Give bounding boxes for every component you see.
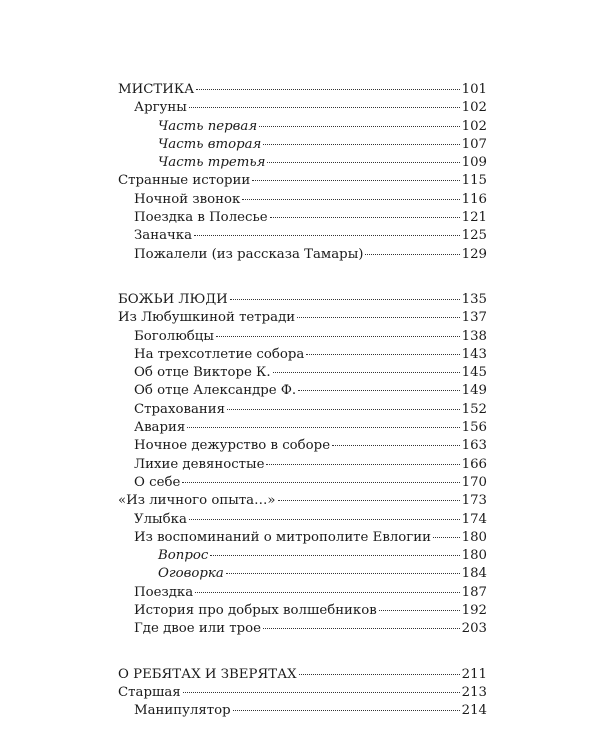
toc-entry-title: Об отце Викторе К. [134, 365, 271, 381]
toc-page-number: 192 [461, 603, 487, 619]
toc-subentry [118, 136, 487, 154]
toc-entry [118, 364, 487, 382]
toc-entry-title: Часть первая [158, 118, 258, 134]
toc-entry-title: Аргуны [134, 100, 187, 116]
toc-entry-title: Поездка [134, 584, 194, 600]
toc-entry-title: Странные истории [118, 173, 251, 189]
toc-entry-title: Об отце Александре Ф. [134, 383, 297, 399]
toc-entry-title: На трехсотлетие собора [134, 346, 305, 362]
toc-page-number: 203 [461, 621, 487, 637]
toc-page-number: 101 [461, 82, 487, 97]
toc-section-entry [118, 172, 487, 190]
toc-section-entry [118, 81, 487, 99]
toc-page-number: 102 [461, 118, 487, 134]
dot-leader [263, 628, 460, 629]
dot-leader [195, 592, 459, 593]
toc-entry-title: Старшая [118, 684, 181, 700]
toc-page-number: 174 [461, 511, 487, 527]
toc-entry [118, 401, 487, 419]
toc-page-number: 213 [461, 684, 487, 700]
dot-leader [194, 235, 460, 236]
toc-page-number: 187 [461, 584, 487, 600]
dot-leader [227, 409, 460, 410]
toc-entry [118, 602, 487, 620]
dot-leader [379, 610, 460, 611]
toc-entry-title: Где двое или трое [134, 621, 262, 637]
toc-entry-title: О РЕБЯТАХ И ЗВЕРЯТАХ [118, 666, 297, 682]
toc-page-number: 184 [461, 566, 487, 582]
toc-entry-title: История про добрых волшебников [134, 603, 377, 619]
dot-leader [297, 317, 459, 318]
dot-leader [365, 254, 459, 255]
toc-page-number: 102 [461, 100, 487, 116]
toc-page-number: 116 [461, 191, 487, 207]
dot-leader [278, 500, 460, 501]
dot-leader [183, 692, 460, 693]
toc-entry [118, 511, 487, 529]
toc-page-number: 125 [461, 228, 487, 244]
toc-entry-title: Часть третья [158, 155, 266, 171]
toc-page-number: 107 [461, 136, 487, 152]
toc-entry [118, 419, 487, 437]
toc-entry-title: БОЖЬИ ЛЮДИ [118, 291, 228, 307]
dot-leader [259, 126, 459, 127]
toc-entry [118, 346, 487, 364]
dot-leader [273, 372, 460, 373]
toc-entry-title: Боголюбцы [134, 328, 214, 344]
dot-leader [210, 555, 459, 556]
toc-entry-title: Оговорка [158, 566, 224, 582]
dot-leader [216, 336, 460, 337]
toc-page-number: 137 [461, 310, 487, 326]
toc-entry-title: Манипулятор [134, 703, 231, 719]
dot-leader [242, 199, 459, 200]
toc-entry-title: О себе [134, 474, 181, 490]
toc-page-number: 156 [461, 420, 487, 436]
toc-page-number: 129 [461, 246, 487, 262]
dot-leader [252, 180, 459, 181]
toc-entry-title: Поездка в Полесье [134, 210, 268, 226]
toc-page-number: 163 [461, 438, 487, 454]
dot-leader [298, 390, 459, 391]
toc-page-number: 109 [461, 155, 487, 171]
table-of-contents [118, 81, 487, 721]
dot-leader [433, 537, 460, 538]
toc-page-number: 211 [461, 666, 487, 682]
toc-entry-title: Вопрос [158, 548, 209, 564]
toc-page-number: 166 [461, 456, 487, 472]
toc-section-entry [118, 309, 487, 327]
toc-entry [118, 227, 487, 245]
toc-page-number: 180 [461, 529, 487, 545]
toc-entry-title: Пожалели (из рассказа Тамары) [134, 246, 364, 262]
section-spacer [118, 639, 487, 666]
toc-entry-title: Часть вторая [158, 136, 262, 152]
toc-entry-title: Из воспоминаний о митрополите Евлогии [134, 529, 431, 545]
section-spacer [118, 264, 487, 291]
toc-entry-title: Из Любушкиной тетради [118, 310, 296, 326]
toc-page-number: 214 [461, 703, 487, 719]
toc-entry-title: Ночное дежурство в соборе [134, 438, 331, 454]
toc-page-number: 145 [461, 365, 487, 381]
toc-page-number: 115 [461, 173, 487, 189]
toc-section-entry [118, 492, 487, 510]
toc-entry-title: Авария [134, 420, 186, 436]
dot-leader [226, 573, 460, 574]
dot-leader [306, 354, 459, 355]
toc-entry [118, 474, 487, 492]
toc-entry-title: Заначка [134, 228, 193, 244]
toc-page-number: 121 [461, 210, 487, 226]
toc-page-number: 170 [461, 474, 487, 490]
toc-page-number: 152 [461, 401, 487, 417]
toc-page-number: 143 [461, 346, 487, 362]
toc-entry [118, 328, 487, 346]
toc-entry [118, 456, 487, 474]
dot-leader [189, 519, 460, 520]
toc-section-entry [118, 666, 487, 684]
toc-page-number: 149 [461, 383, 487, 399]
toc-entry [118, 99, 487, 117]
toc-section-entry [118, 684, 487, 702]
toc-entry [118, 382, 487, 400]
toc-page-number: 180 [461, 548, 487, 564]
dot-leader [270, 217, 460, 218]
toc-entry [118, 620, 487, 638]
toc-entry [118, 529, 487, 547]
toc-entry-title: «Из личного опыта…» [118, 493, 276, 509]
toc-entry-title: МИСТИКА [118, 82, 195, 97]
dot-leader [182, 482, 459, 483]
dot-leader [299, 674, 460, 675]
toc-page-number: 135 [461, 291, 487, 307]
dot-leader [332, 445, 460, 446]
toc-entry-title: Страхования [134, 401, 226, 417]
toc-subentry [118, 565, 487, 583]
dot-leader [266, 464, 459, 465]
dot-leader [230, 299, 460, 300]
toc-entry-title: Лихие девяностые [134, 456, 265, 472]
dot-leader [187, 427, 459, 428]
toc-subentry [118, 154, 487, 172]
toc-subentry [118, 118, 487, 136]
toc-page-number: 173 [461, 493, 487, 509]
toc-page-number: 138 [461, 328, 487, 344]
toc-entry [118, 437, 487, 455]
toc-subentry [118, 547, 487, 565]
dot-leader [263, 144, 459, 145]
toc-section-entry [118, 291, 487, 309]
toc-entry-title: Ночной звонок [134, 191, 241, 207]
dot-leader [233, 710, 460, 711]
toc-entry [118, 191, 487, 209]
toc-entry [118, 584, 487, 602]
toc-entry [118, 246, 487, 264]
dot-leader [196, 89, 459, 90]
dot-leader [267, 162, 459, 163]
toc-entry [118, 209, 487, 227]
toc-entry [118, 702, 487, 720]
toc-entry-title: Улыбка [134, 511, 187, 527]
dot-leader [189, 107, 460, 108]
